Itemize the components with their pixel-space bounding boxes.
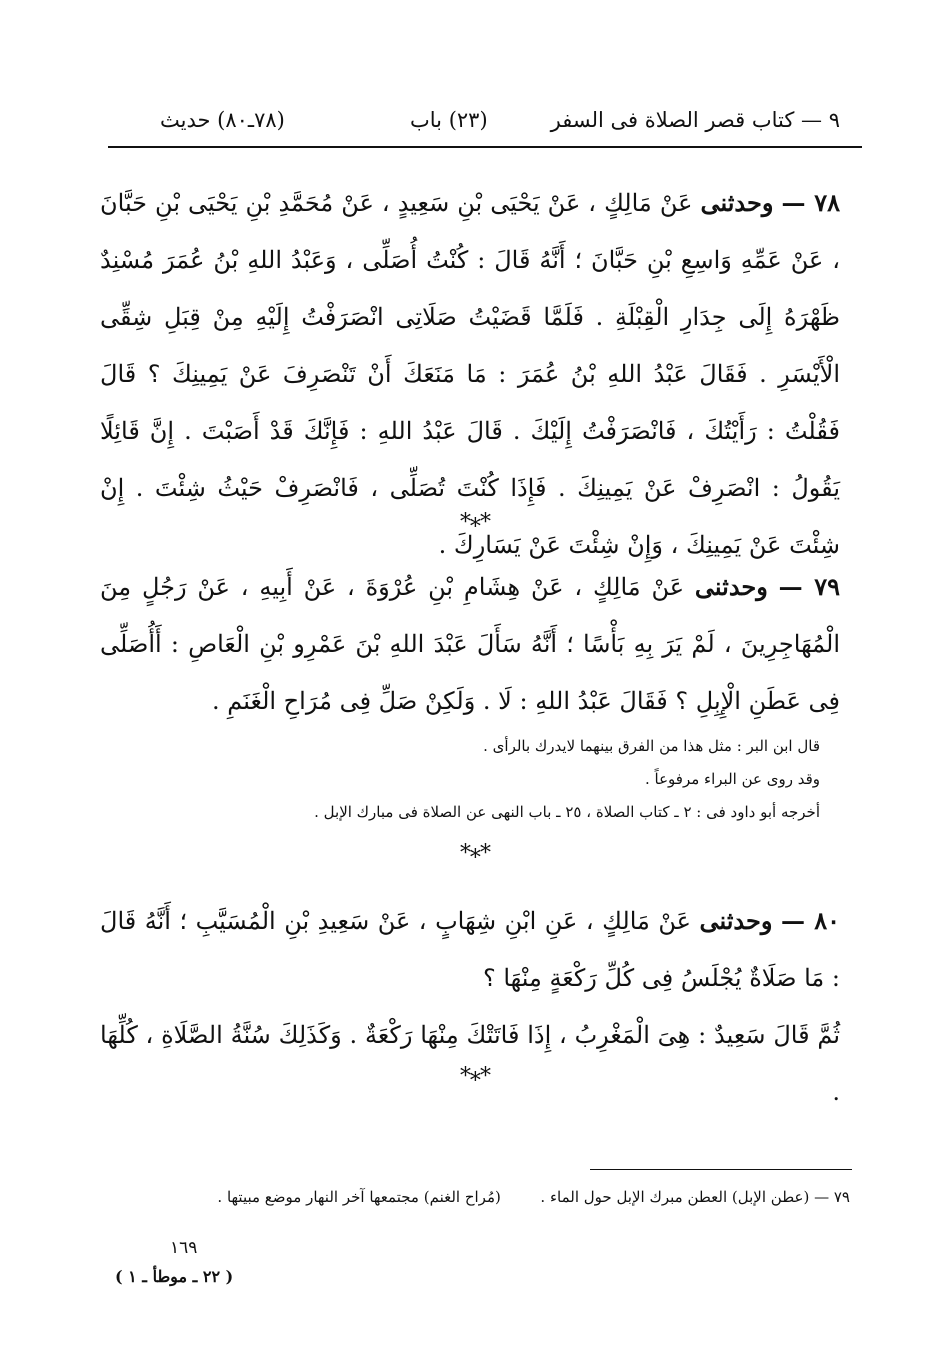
hadith-text-continued: ثُمَّ قَالَ سَعِيدٌ : هِىَ الْمَغْرِبُ ، إِذَا فَاتَتْكَ مِنْهَا رَكْعَةٌ . وَكَذَلِكَ سُنَّةُ الصَّلَاةِ ، كُلِّهَا . (100, 1021, 840, 1106)
footnote-text: (عطن الإبل) العطن مبرك الإبل حول الماء . (540, 1188, 810, 1206)
hadith-range: (٧٨ـ٨٠) حديث (160, 108, 285, 132)
separator-stars: *∗* (460, 841, 488, 866)
hadith-lead: وحدثنى (694, 572, 768, 601)
note-line: قال ابن البر : مثل هذا من الفرق بينهما لايدرك بالرأى . (483, 737, 820, 755)
section-title: (٢٣) باب (410, 108, 488, 132)
footnote-text: (مُراح الغنم) مجتمعها آخر النهار موضع مبيتها . (217, 1188, 501, 1206)
page-number: ١٦٩ (170, 1238, 198, 1258)
note-line: وقد روى عن البراء مرفوعاً . (644, 770, 820, 788)
hadith-number: ٨٠ — (780, 906, 840, 935)
separator-stars: *∗* (460, 510, 488, 535)
footnote (108, 1188, 850, 1206)
hadith-text: عَنْ مَالِكٍ ، عَنْ يَحْيَى بْنِ سَعِيدٍ ، عَنْ مُحَمَّدِ بْنِ يَحْيَى بْنِ حَبَّانَ ، عَنْ عَمِّهِ وَاسِعِ بْنِ حَبَّانَ ؛ أَنَّهُ قَالَ : كُنْتُ أُصَلِّى ، وَعَبْدُ اللهِ بْنُ عُمَرَ مُسْنِدٌ ظَهْرَهُ إِلَى جِدَارِ الْقِبْلَةِ . فَلَمَّا قَضَيْتُ صَلَاتِى انْصَرَفْتُ إِلَيْهِ مِنْ قِبَلِ شِقِّى الْأَيْسَرِ . فَقَالَ عَبْدُ اللهِ بْنُ عُمَرَ : مَا مَنَعَكَ أَنْ تَنْصَرِفَ عَنْ يَمِينِكَ ؟ قَالَ فَقُلْتُ : رَأَيْتُكَ ، فَانْصَرَفْتُ إِلَيْكَ . قَالَ عَبْدُ اللهِ : فَإِنَّكَ قَدْ أَصَبْتَ . إِنَّ قَائِلًا يَقُولُ : انْصَرِفْ عَنْ يَمِينِكَ . فَإِذَا كُنْتَ تُصَلِّى ، فَانْصَرِفْ حَيْثُ شِئْتَ . إِنْ شِئْتَ عَنْ يَمِينِكَ ، وَإِنْ شِئْتَ عَنْ يَسَارِكَ . (100, 189, 840, 559)
hadith-text: عَنْ مَالِكٍ ، عَنِ ابْنِ شِهَابٍ ، عَنْ سَعِيدِ بْنِ الْمُسَيَّبِ ؛ أَنَّهُ قَالَ : مَا صَلَاةٌ يُجْلَسُ فِى كُلِّ رَكْعَةٍ مِنْهَا ؟ (100, 907, 840, 992)
separator-stars: *∗* (460, 1064, 488, 1089)
note-line: أخرجه أبو داود فى : ٢ ـ كتاب الصلاة ، ٢٥ ـ باب النهى عن الصلاة فى مبارك الإبل . (314, 803, 820, 821)
header-rule (108, 146, 862, 148)
footnote-rule (590, 1169, 852, 1170)
hadith-79 (100, 558, 840, 730)
hadith-number: ٧٨ — (781, 188, 840, 217)
running-header (160, 108, 840, 142)
printer-signature: ( ٢٢ ـ موطأ ـ ١ ) (115, 1267, 234, 1286)
footnote-number: ٧٩ — (814, 1188, 850, 1206)
hadith-79-notes (200, 730, 820, 829)
hadith-text: عَنْ مَالِكٍ ، عَنْ هِشَامِ بْنِ عُرْوَةَ ، عَنْ أَبِيهِ ، عَنْ رَجُلٍ مِنَ الْمُهَاجِرِينَ ، لَمْ يَرَ بِهِ بَأْسًا ؛ أَنَّهُ سَأَلَ عَبْدَ اللهِ بْنَ عَمْرِو بْنِ الْعَاصِ : أَأُصَلِّى فِى عَطَنِ الْإِبِلِ ؟ فَقَالَ عَبْدُ اللهِ : لَا . وَلَكِنْ صَلِّ فِى مُرَاحِ الْغَنَمِ . (100, 573, 840, 715)
hadith-lead: وحدثنى (699, 906, 773, 935)
hadith-lead: وحدثنى (700, 188, 774, 217)
chapter-title: ٩ — كتاب قصر الصلاة فى السفر (550, 108, 840, 132)
hadith-number: ٧٩ — (778, 572, 840, 601)
